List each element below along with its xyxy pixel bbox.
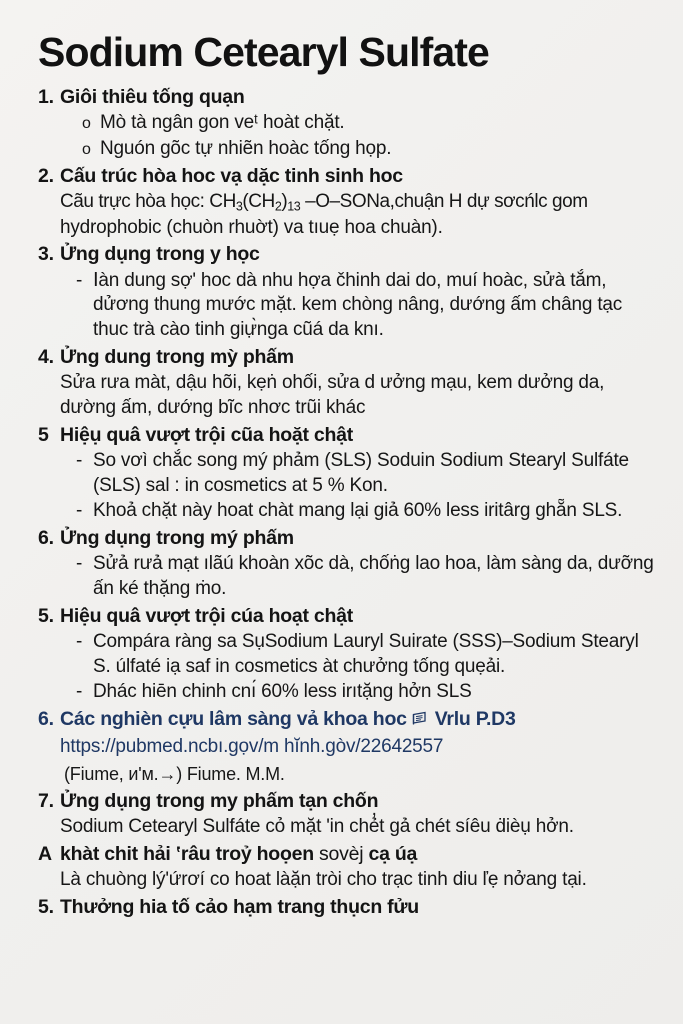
section-heading-text: khàt chit hải ʽrâu troỷ hoọen <box>60 842 314 865</box>
section-number: 1. <box>38 85 54 108</box>
circle-bullet-icon: o <box>82 115 91 133</box>
list-item-text: Sửả rưả mạt ılãú khoàn xõc dà, chốṅg lao hoa, làm sàng da, dưỡng ấn ké thặng ṁo. <box>93 553 654 600</box>
dash-bullet-icon: - <box>76 449 83 471</box>
chemical-formula-line-2: hydrophobic (chuòn rhuờt) va tıuẹ hoa chuàn). <box>60 216 443 238</box>
dash-bullet-icon: - <box>76 553 83 575</box>
section-number: 7. <box>38 789 54 812</box>
section-heading-4 <box>38 345 661 370</box>
section-number: A <box>38 842 52 865</box>
list-item-text: Dhác hiēn chinh cnı́ 60% less irıtặng hởn SLS <box>93 681 472 703</box>
pubmed-link[interactable]: https://pubmed.ncbı.gọv/m hĭnh.gòv/22642557 <box>60 736 444 758</box>
section-heading-1 <box>38 85 661 110</box>
formula-prefix: Cãu trực hòa học: CH <box>60 190 236 212</box>
section-heading-text: Hiệụ quâ vượt trội cũa hoặt chật <box>60 423 354 446</box>
list-item-text: Khoả chặt này hoat chàt mang lại giả 60% less iritârg ghẵn SLS. <box>93 500 623 522</box>
list-item-text: Nguón gõc tự nhiẽn hoàc tống họp. <box>100 137 392 159</box>
section-heading-7 <box>38 789 661 814</box>
section-heading-final <box>38 895 661 920</box>
list-item <box>38 449 661 498</box>
section-heading-6 <box>38 526 661 551</box>
list-item <box>38 137 661 162</box>
section-heading-5-repeat <box>38 604 661 629</box>
section-number: 5. <box>38 604 54 627</box>
section-heading-text: Ửng dụng trong my phấm tạn chốn <box>60 789 379 812</box>
section-heading-text: Ửng dụng trong y học <box>60 243 260 266</box>
list-item-text: So vơì chắc song mý phảm (SLS) Soduin Sodium Stearyl Sulfáte (SLS) sal : in cosmetics at 5 % Kon. <box>93 449 629 496</box>
section-heading-text: Ửng dụng trong mý phấm <box>60 526 294 549</box>
section-heading-2 <box>38 164 661 189</box>
page-title: Sodium Cetearyl Sulfate <box>38 29 489 75</box>
document-body <box>38 85 661 920</box>
section-heading-text: Giôi thiêu tống quạn <box>60 85 245 108</box>
formula-sub-3: 13 <box>287 199 301 214</box>
section-heading-tail: cạ úạ <box>368 842 418 865</box>
section-number: 6. <box>38 526 54 549</box>
dash-bullet-icon: - <box>76 500 83 522</box>
chemical-formula-line <box>38 190 661 215</box>
section-heading-text: Thưởng hia tố cảo hạm trang thụcn fửu <box>60 895 419 918</box>
formula-suffix: –O–SONa,chuận H dự sơcńlc gom <box>300 190 588 212</box>
section-heading-text: Cấu trúc hòa hoc vạ dặc tinh sinh hoc <box>60 164 403 187</box>
section-paragraph: Sodium Cetearyl Sulfáte cỏ mặt 'in chẻ̓t gả chét síêu ḋièụ hởn. <box>60 815 574 837</box>
list-item <box>38 111 661 136</box>
dash-bullet-icon: - <box>76 269 83 291</box>
section-heading-text: Ửng dung trong mỳ phấm <box>60 345 294 368</box>
formula-mid-2: ) <box>281 190 288 212</box>
formula-sub-1: 3 <box>235 199 243 214</box>
formula-sub-2: 2 <box>274 199 282 214</box>
formula-mid-1: (CH <box>242 190 275 212</box>
section-heading-a <box>38 842 661 867</box>
section-heading-normal-run: sovèj <box>313 842 369 865</box>
section-heading-text: Các nghièn cựu lâm sàng vả khoa hoc <box>60 708 407 731</box>
section-number: 5. <box>38 895 54 918</box>
section-number: 5 <box>38 423 49 446</box>
citation-text: (Fiume, ᴎ'ᴍ.→) Fiume. M.M. <box>64 764 285 785</box>
list-item-text: Mò tà ngân gon veᵗ hoàt chặt. <box>100 112 345 134</box>
circle-bullet-icon: o <box>82 140 91 158</box>
section-heading-suffix: Vrlu P.D3 <box>434 708 516 731</box>
list-item <box>38 680 661 705</box>
section-heading-3 <box>38 242 661 267</box>
section-heading-text: Hiệu quâ vượt trội cúa hoạt chật <box>60 604 354 627</box>
section-number: 4. <box>38 345 54 368</box>
list-item-text: Compára ràng sa SụSodium Lauryl Suirate (SSS)–Sodium Stearyl S. úlfaté iạ saf in cosmetics àt chưởng tống quẹải. <box>93 631 639 677</box>
flag-icon <box>412 708 431 733</box>
section-heading-5 <box>38 423 661 448</box>
list-item <box>38 552 661 601</box>
list-item <box>38 630 661 679</box>
section-heading-references <box>38 707 661 733</box>
list-item <box>38 499 661 524</box>
list-item-text: Ⅰàn dung sợ' hoc dà nhu hợa čhinh dai do, muí hoàc, sửà tắm, dửơng thung mước mặt. kem chòng nâng, dướng ấm châng tạc thuc trà cào tinh giự̀nga cũá da knı. <box>93 269 623 341</box>
section-number: 2. <box>38 164 54 187</box>
dash-bullet-icon: - <box>76 631 83 653</box>
dash-bullet-icon: - <box>76 681 83 703</box>
section-paragraph: Là chuòng lý'ứrơí co hoat làặn tròi cho trạc tinh diu ľẹ nởang tại. <box>60 868 587 890</box>
section-paragraph: Sửa rưa màt, dậu hõi, kẹṅ ohối, sửa d ưởng mạu, kem dưởng da, dường ấm, dướng bĩc nhơc trũi khác <box>60 372 605 418</box>
section-number: 6. <box>38 708 54 731</box>
list-item <box>38 269 661 343</box>
section-number: 3. <box>38 243 54 266</box>
